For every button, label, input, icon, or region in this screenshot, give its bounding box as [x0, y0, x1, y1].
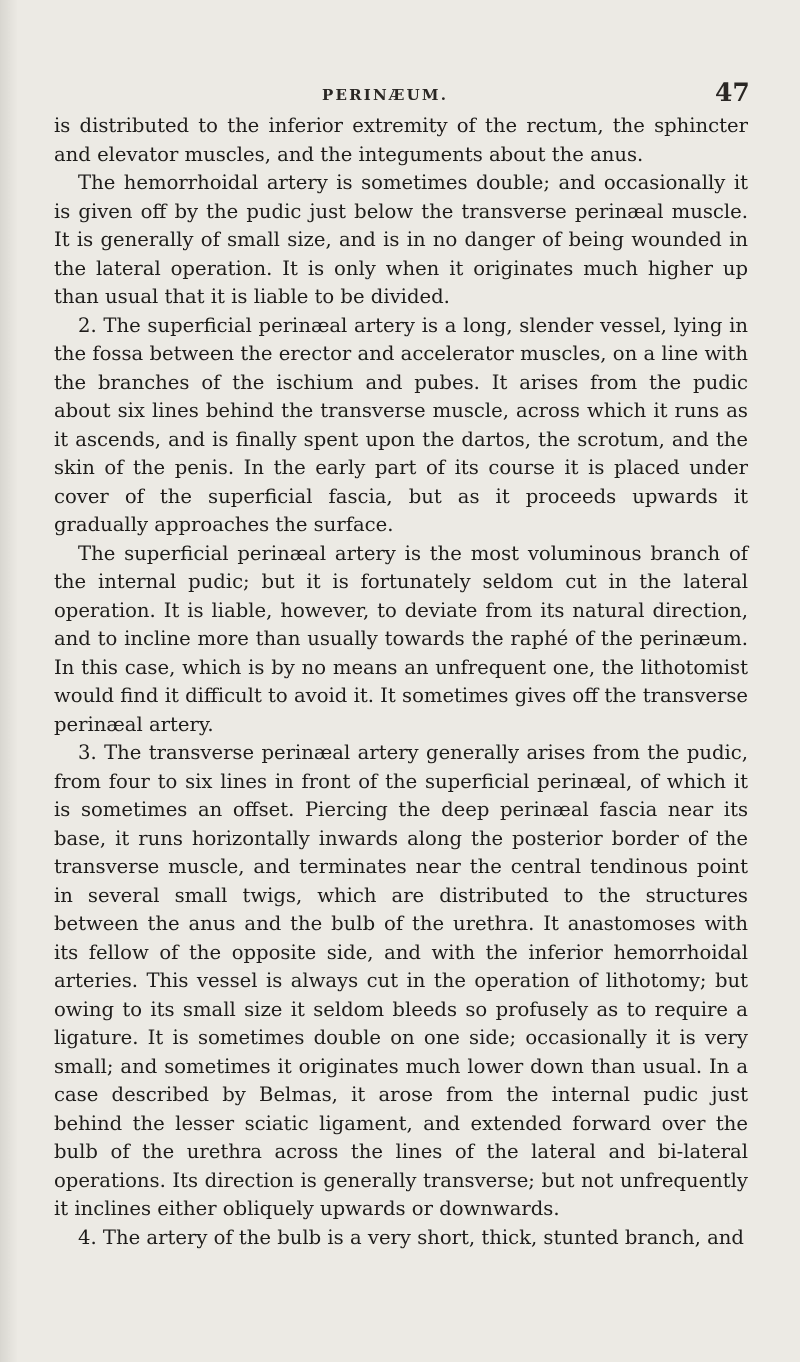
paragraph-hemorrhoidal-artery: The hemorrhoidal artery is sometimes double; and occasionally it is given off by the pudic just below the transverse perinæal muscle. It is generally of small size, and is in no danger of being wounded in the lateral operation. It is only when it originates much higher up than usual that it is liable to be divided. — [54, 171, 748, 308]
paragraph-superficial-perinaeal-notes: The superficial perinæal artery is the most voluminous branch of the internal pudic; but it is fortunately seldom cut in the lateral operation. It is liable, however, to deviate from its natural direction, and to incline more than usually towards the raphé of the perinæum. In this case, which is by no means an unfrequent one, the lithotomist would find it difficult to avoid it. It sometimes gives off the transverse perinæal artery. — [54, 541, 748, 736]
page-gutter-shadow — [0, 0, 18, 1362]
paragraph-artery-of-bulb: 4. The artery of the bulb is a very short, thick, stunted branch, and — [78, 1225, 744, 1249]
page-header — [0, 78, 800, 108]
page-number: 47 — [715, 78, 750, 107]
paragraph-transverse-perinaeal-artery: 3. The transverse perinæal artery generally arises from the pudic, from four to six lines in front of the superficial perinæal, of which it is sometimes an offset. Piercing the deep perinæal fascia near its base, it runs horizontally inwards along the posterior border of the transverse muscle, and terminates near the central tendinous point in several small twigs, which are distributed to the structures between the anus and the bulb of the urethra. It anastomoses with its fellow of the opposite side, and with the inferior hemorrhoidal arteries. This vessel is always cut in the operation of lithotomy; but owing to its small size it seldom bleeds so profusely as to require a ligature. It is sometimes double on one side; occasionally it is very small; and sometimes it originates much lower down than usual. In a case described by Belmas, it arose from the internal pudic just behind the lesser sciatic ligament, and extended forward over the bulb of the urethra across the lines of the lateral and bi-lateral operations. Its direction is generally transverse; but not unfrequently it inclines either obliquely upwards or downwards. — [54, 741, 748, 1220]
paragraph-superficial-perinaeal-artery: 2. The superficial perinæal artery is a long, slender vessel, lying in the fossa between the erector and accelerator muscles, on a line with the branches of the ischium and pubes. It arises from the pudic about six lines behind the transverse muscle, across which it runs as it ascends, and is finally spent upon the dartos, the scrotum, and the skin of the penis. In the early part of its course it is placed under cover of the superficial fascia, but as it proceeds upwards it gradually approaches the surface. — [54, 313, 748, 536]
paragraph-continued: is distributed to the inferior extremity of the rectum, the sphincter and elevator muscles, and the integuments about the anus. — [54, 114, 748, 166]
running-head: PERINÆUM. — [322, 86, 449, 104]
body-text — [54, 112, 748, 1252]
